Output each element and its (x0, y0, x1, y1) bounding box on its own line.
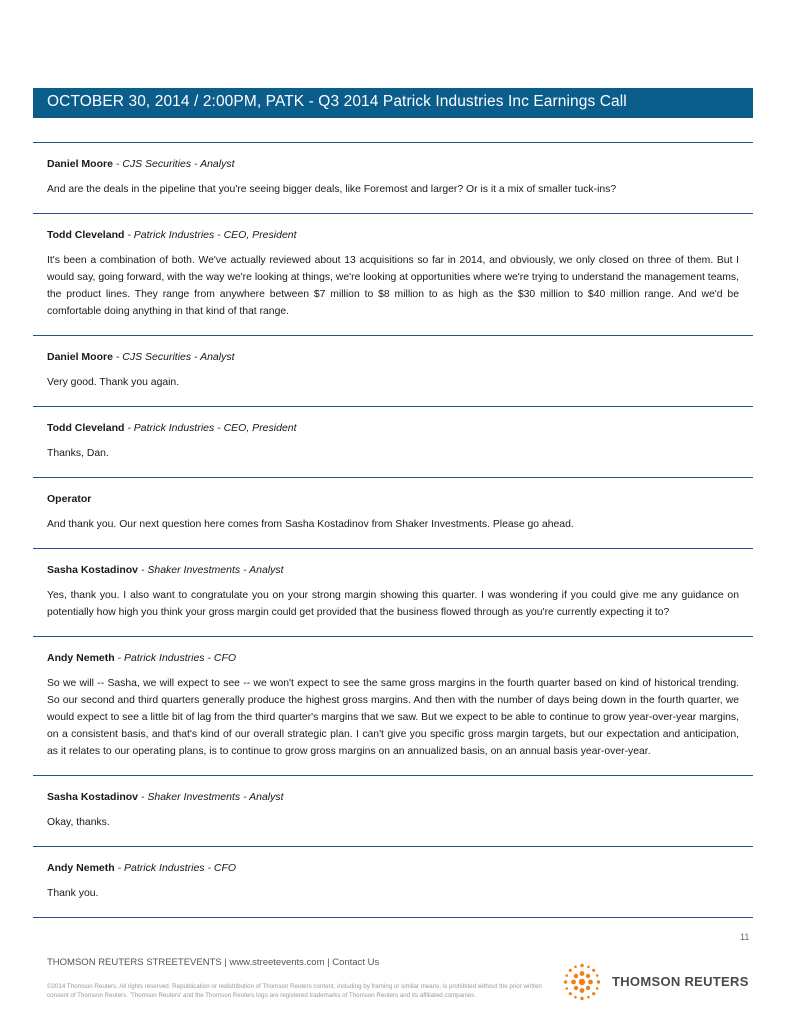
speaker-name: Sasha Kostadinov (47, 564, 139, 576)
transcript-entry (33, 214, 753, 335)
speech-text: Thank you. (47, 888, 99, 899)
speech-text: It's been a combination of both. We've actually reviewed about 13 acquisitions so far in 2014, and obviously, we only closed on three of them. But I would say, going forward, with the way we're looking at things, we're looking at opportunities where we're trying to understand the management teams, the product lines. They range from anywhere between $7 million to $8 million to as high as the $30 million to $40 million range. And we'd be comfortable doing anything in that kind of that range. (47, 255, 739, 317)
speaker-line (47, 492, 739, 506)
speech-text: And are the deals in the pipeline that you're seeing bigger deals, like Foremost and larger? Or is it a mix of smaller tuck-ins? (47, 184, 617, 195)
transcript-entry (33, 776, 753, 846)
speaker-line (47, 563, 739, 577)
speech-text: Very good. Thank you again. (47, 377, 180, 388)
speaker-name: Andy Nemeth (47, 862, 115, 874)
page-title: OCTOBER 30, 2014 / 2:00PM, PATK - Q3 2014 Patrick Industries Inc Earnings Call (47, 93, 627, 110)
speaker-line (47, 228, 739, 242)
speaker-affiliation: - Patrick Industries - CEO, President (124, 229, 297, 241)
transcript-entry (33, 143, 753, 213)
speaker-name: Operator (47, 493, 92, 505)
page-number: 11 (740, 932, 750, 942)
transcript-entry (33, 407, 753, 477)
speaker-name: Todd Cleveland (47, 229, 125, 241)
speaker-line (47, 350, 739, 364)
speech-text: So we will -- Sasha, we will expect to see -- we won't expect to see the same gross margins in the fourth quarter based on kind of historical trending. So our second and third quarters generally produce the highest gross margins. And then with the number of days being down in the fourth quarter, we would expect to see a little bit of lag from the third quarter's margins that we saw. But we expect to be able to continue to grow year-over-year margins, on a consistent basis, and that's kind of our overall strategic plan. I can't give you specific gross margin targets, but our expectation and anticipation, as it relates to our operating plans, is to continue to grow gross margins on an annualized basis, on an annual basis year-over-year. (47, 678, 739, 757)
speaker-line (47, 651, 739, 665)
speaker-line (47, 861, 739, 875)
header-bar (33, 88, 753, 118)
speech-text: And thank you. Our next question here comes from Sasha Kostadinov from Shaker Investments. Please go ahead. (47, 519, 574, 530)
speaker-name: Sasha Kostadinov (47, 791, 139, 803)
thomson-reuters-logo (560, 960, 750, 1006)
speaker-affiliation: - Patrick Industries - CFO (114, 652, 237, 664)
transcript-entry (33, 549, 753, 636)
speaker-name: Daniel Moore (47, 158, 113, 170)
transcript-entry (33, 478, 753, 548)
speaker-name: Daniel Moore (47, 351, 113, 363)
speaker-line (47, 790, 739, 804)
footer-source-line: THOMSON REUTERS STREETEVENTS | www.streetevents.com | Contact Us (47, 957, 380, 968)
speaker-name: Andy Nemeth (47, 652, 115, 664)
speaker-name: Todd Cleveland (47, 422, 125, 434)
speaker-line (47, 157, 739, 171)
speech-text: Thanks, Dan. (47, 448, 109, 459)
transcript-entry (33, 637, 753, 775)
speech-text: Yes, thank you. I also want to congratulate you on your strong margin showing this quarter. I was wondering if you could give me any guidance on potentially how high you think your gross margin could get provided that the business flowed through as you're currently expecting it to? (47, 590, 739, 618)
divider (33, 917, 753, 918)
transcript-entry (33, 847, 753, 917)
transcript (33, 142, 753, 918)
speaker-affiliation: - Shaker Investments - Analyst (138, 791, 284, 803)
speaker-affiliation: - CJS Securities - Analyst (112, 158, 235, 170)
transcript-entry (33, 336, 753, 406)
logo-wordmark: THOMSON REUTERS (612, 974, 749, 989)
footer-legal-text: ©2014 Thomson Reuters. All rights reserved. Republication or redistribution of Thomson Reuters content, including by framing or similar means, is prohibited without the prior written consent of Thomson Reuters. 'Thomson Reuters' and the Thomson Reuters logo are registered trademarks of Thomson Reuters and its affiliated companies. (47, 983, 542, 999)
speaker-affiliation: - Patrick Industries - CEO, President (124, 422, 297, 434)
speaker-affiliation: - Shaker Investments - Analyst (138, 564, 284, 576)
speaker-line (47, 421, 739, 435)
speech-text: Okay, thanks. (47, 817, 110, 828)
speaker-affiliation: - CJS Securities - Analyst (112, 351, 235, 363)
speaker-affiliation: - Patrick Industries - CFO (114, 862, 237, 874)
thomson-reuters-dot-logo-icon (560, 960, 604, 1004)
